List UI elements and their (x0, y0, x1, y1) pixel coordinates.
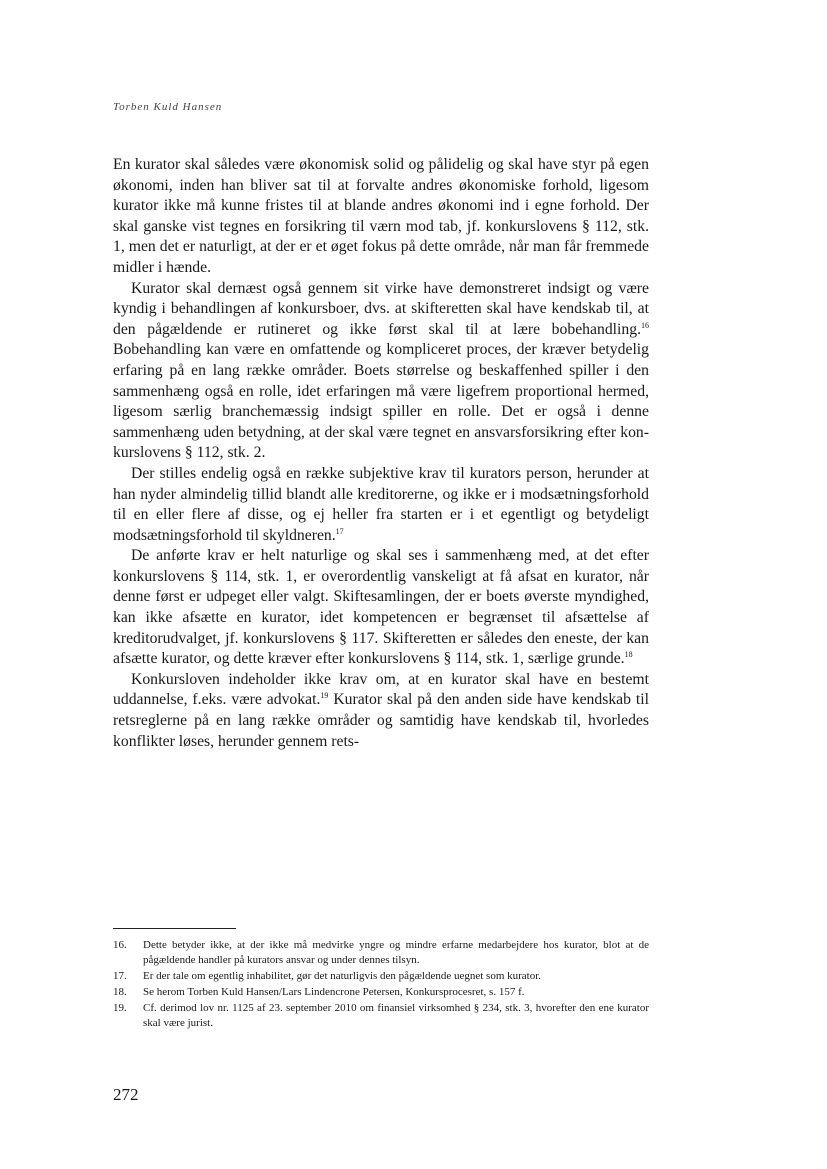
footnote-ref-19[interactable]: 19 (320, 691, 329, 701)
footnote-ref-16[interactable]: 16 (641, 320, 649, 330)
footnote-text: Er der tale om egentlig inhabilitet, gør det naturligvis den pågældende uegnet som kurator. (143, 970, 542, 982)
footnote-divider (113, 928, 236, 929)
footnote-19 (113, 1001, 649, 1031)
footnote-text: Dette betyder ikke, at der ikke må medvirke yngre og mindre erfarne medarbejdere hos kurator, blot at de pågældende handler på kurators ansvar og under dennes tilsyn. (143, 939, 649, 966)
footnote-number: 19. (113, 1002, 127, 1014)
footnote-text: Se herom Torben Kuld Hansen/Lars Lindencrone Petersen, Konkursprocesret, s. 157 f. (143, 986, 525, 998)
footnote-number: 17. (113, 970, 127, 982)
footnote-17 (113, 969, 649, 984)
page-number: 272 (113, 1085, 139, 1104)
footnote-18 (113, 985, 649, 1000)
paragraph-5: Konkursloven indeholder ikke krav om, at en kurator skal have en bestemt uddannelse, f.eks. være advokat.$^{19}$ Kurator skal på den anden side have kendskab til retsreglerne på en lang række områder og samtidig have kendskab til, hvorledes konflikter løses, herunder gennem rets- (113, 670, 649, 750)
footnote-16 (113, 938, 649, 968)
body-text (113, 155, 649, 752)
paragraph-4: De anførte krav er helt naturlige og skal ses i sammenhæng med, at det efter konkurslovens § 114, stk. 1, er overordentlig vanskeligt at få afsat en kurator, når denne først er udpeget eller valgt. Skiftesamlingen, der er boets øverste myndighed, kan ikke afsætte en kurator, idet kompetencen er begrænset til afsættelse af kreditorudvalget, jf. konkurslovens § 117. Skifteretten er således den eneste, der kan afsætte kurator, og dette kræver efter konkurslovens § 114, stk. 1, særlige grunde.$^{18}$ (113, 547, 649, 668)
paragraph-2: Kurator skal dernæst også gennem sit virke have demonstreret indsigt og være kyndig i behandlingen af konkursboer, dvs. at skifteretten skal have kendskab til, at den pågældende er rutineret og ikke først skal til at lære bobehandling.$^{16}$ Bobehandling kan være en omfattende og kompliceret proces, der kræver betydelig erfaring på en lang række områder. Boets størrelse og beskaffenhed spiller i den sammenhæng også en rolle, idet erfaringen må være ligefrem proportional hermed, ligesom særlig branchemæssig indsigt spiller en rolle. Det er også i denne sammenhæng uden betydning, at der skal være tegnet en ansvarsforsikring efter konkurslovens § 112, stk. 2. (113, 279, 649, 462)
footnote-text: Cf. derimod lov nr. 1125 af 23. september 2010 om finansiel virksomhed § 234, stk. 3, hvorefter den ene kurator skal være jurist. (143, 1002, 649, 1029)
footnote-number: 16. (113, 939, 127, 951)
paragraph-1: En kurator skal således være økonomisk solid og pålidelig og skal have styr på egen økonomi, inden han bliver sat til at forvalte andres økonomiske forhold, ligesom kurator ikke må kunne fristes til at blande andres økonomi ind i egne forhold. Der skal ganske vist tegnes en forsikring til værn mod tab, jf. konkurslovens § 112, stk. 1, men det er naturligt, at der er et øget fokus på dette område, når man får fremmede midler i hænde. (113, 156, 649, 276)
footnotes (113, 938, 649, 1032)
paragraph-3: Der stilles endelig også en række subjektive krav til kurators person, herunder at han nyder almindelig tillid blandt alle kreditorerne, og ikke er i modsætningsforhold til en eller flere af disse, og ej heller fra starten er i et egentligt og betydeligt modsætningsforhold til skyldneren.$^{17}$ (113, 464, 649, 544)
running-head: Torben Kuld Hansen (113, 101, 223, 113)
footnote-ref-18[interactable]: 18 (624, 650, 633, 660)
footnote-number: 18. (113, 986, 127, 998)
footnote-ref-17[interactable]: 17 (335, 526, 344, 536)
